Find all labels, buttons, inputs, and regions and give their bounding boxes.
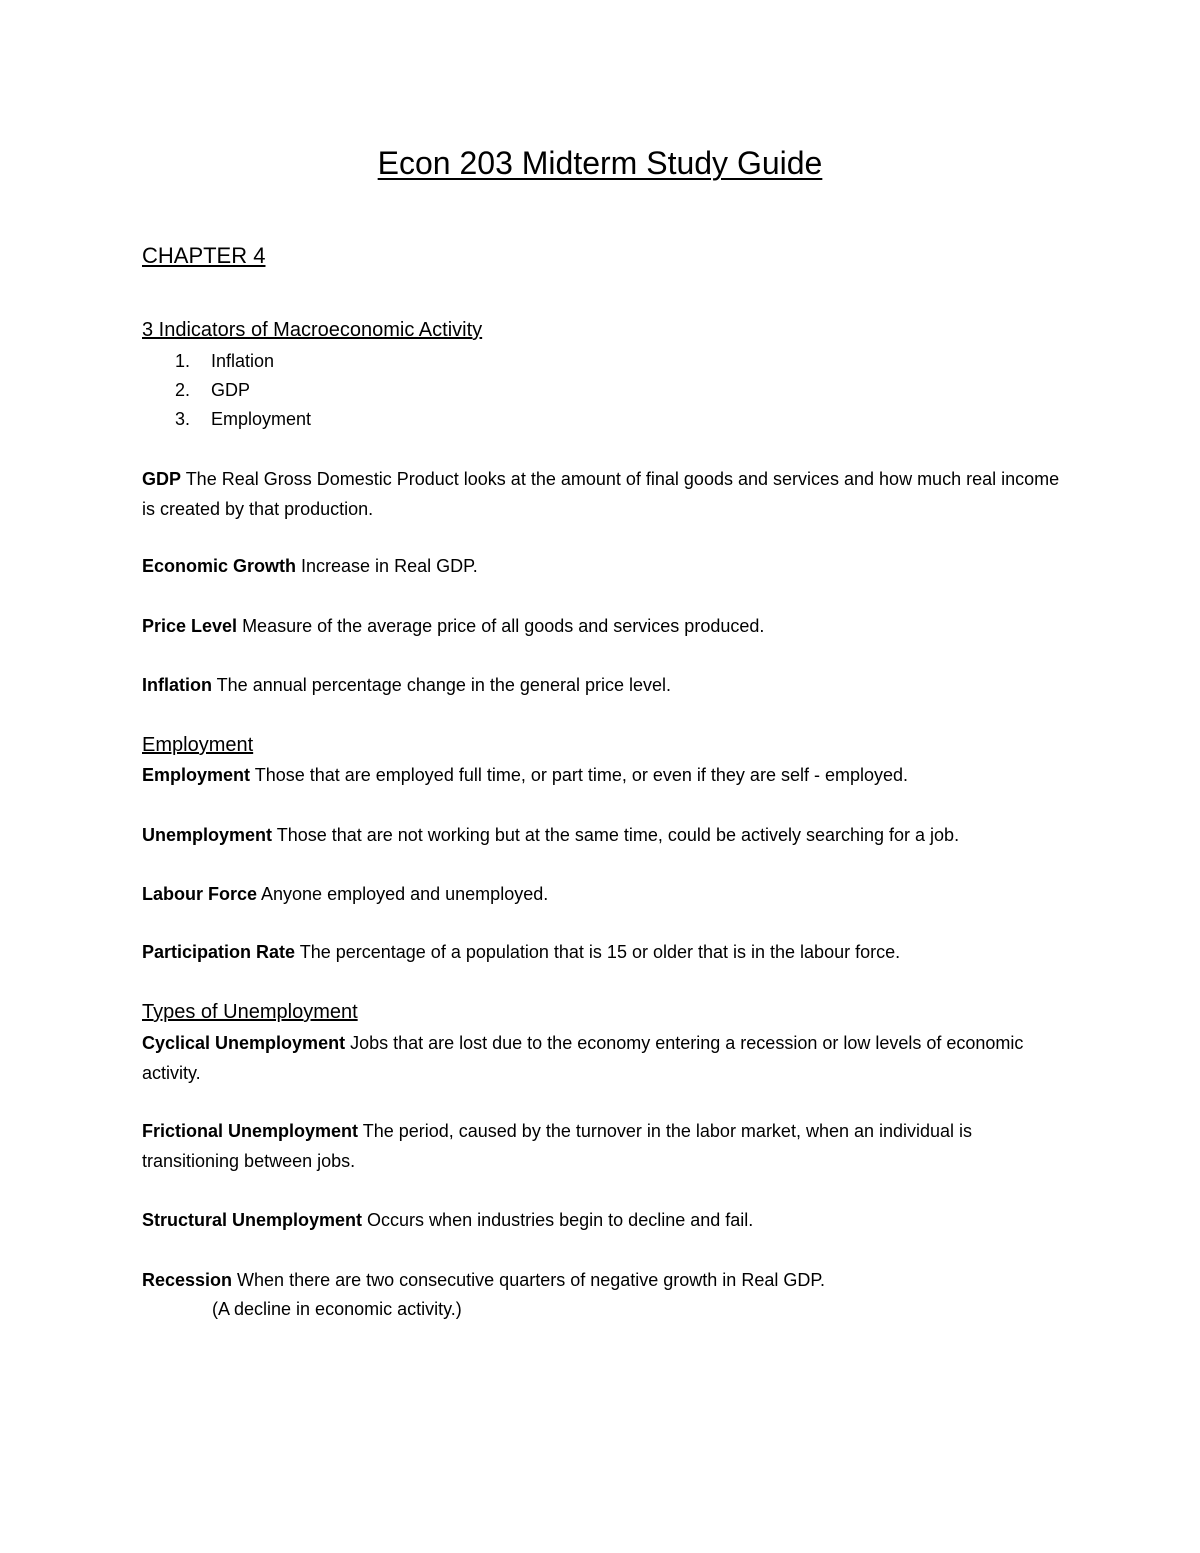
- definition-text: Anyone employed and unemployed.: [257, 884, 549, 904]
- list-label: Inflation: [211, 351, 275, 371]
- definition-term: Unemployment: [142, 825, 273, 845]
- definition-term: GDP: [142, 469, 182, 489]
- list-item: [142, 376, 1072, 405]
- chapter-heading: CHAPTER 4: [142, 243, 266, 268]
- definition-unemployment: [142, 820, 1072, 850]
- definition-term: Employment: [142, 765, 251, 785]
- page-title: Econ 203 Midterm Study Guide: [377, 145, 823, 181]
- definition-text: When there are two consecutive quarters of negative growth in Real GDP.: [232, 1270, 826, 1290]
- definition-term: Participation Rate: [142, 942, 296, 962]
- definition-term: Recession: [142, 1270, 233, 1290]
- definition-text: Measure of the average price of all goods and services produced.: [237, 616, 765, 636]
- list-item: [142, 347, 1072, 376]
- list-number: 3.: [175, 409, 191, 429]
- definition-inflation: [142, 670, 1072, 700]
- definition-employment: [142, 760, 1072, 790]
- definition-text: The period, caused by the turnover in the labor market, when an individual is transitioning between jobs.: [142, 1121, 973, 1171]
- indicators-list: [142, 347, 1072, 434]
- definition-structural-unemployment: [142, 1205, 1072, 1235]
- definition-economic-growth: [142, 551, 1072, 581]
- definition-term: Cyclical Unemployment: [142, 1033, 346, 1053]
- indicators-list-wrapper: [142, 347, 1072, 434]
- definition-text: The Real Gross Domestic Product looks at the amount of final goods and services and how much real income is created by that production.: [142, 469, 1060, 519]
- list-label: GDP: [211, 380, 251, 400]
- recession-note: (A decline in economic activity.): [212, 1299, 462, 1319]
- definition-text: Occurs when industries begin to decline and fail.: [362, 1210, 754, 1230]
- definition-text: The percentage of a population that is 15 or older that is in the labour force.: [295, 942, 901, 962]
- definition-term: Structural Unemployment: [142, 1210, 363, 1230]
- unemployment-types-heading: Types of Unemployment: [142, 1001, 358, 1023]
- definition-term: Economic Growth: [142, 556, 297, 576]
- definition-price-level: [142, 611, 1072, 641]
- definition-text: The annual percentage change in the general price level.: [212, 675, 671, 695]
- definition-term: Frictional Unemployment: [142, 1121, 359, 1141]
- definition-term: Labour Force: [142, 884, 258, 904]
- definition-labour-force: [142, 879, 1072, 909]
- list-item: [142, 405, 1072, 434]
- definition-text: Those that are not working but at the same time, could be actively searching for a job.: [272, 825, 960, 845]
- list-number: 1.: [175, 351, 191, 371]
- definition-frictional-unemployment: [142, 1116, 1072, 1176]
- definition-term: Inflation: [142, 675, 212, 695]
- definition-recession: [142, 1265, 1072, 1295]
- definition-text: Increase in Real GDP.: [296, 556, 478, 576]
- list-number: 2.: [175, 380, 191, 400]
- definition-text: Jobs that are lost due to the economy entering a recession or low levels of economic activity.: [142, 1033, 1024, 1083]
- indicators-heading: 3 Indicators of Macroeconomic Activity: [142, 319, 483, 341]
- definition-participation-rate: [142, 937, 1072, 967]
- definition-cyclical-unemployment: [142, 1028, 1072, 1088]
- employment-heading: Employment: [142, 734, 254, 756]
- definition-gdp: [142, 464, 1072, 524]
- definition-text: Those that are employed full time, or part time, or even if they are self - employed.: [250, 765, 909, 785]
- definition-term: Price Level: [142, 616, 238, 636]
- list-label: Employment: [211, 409, 312, 429]
